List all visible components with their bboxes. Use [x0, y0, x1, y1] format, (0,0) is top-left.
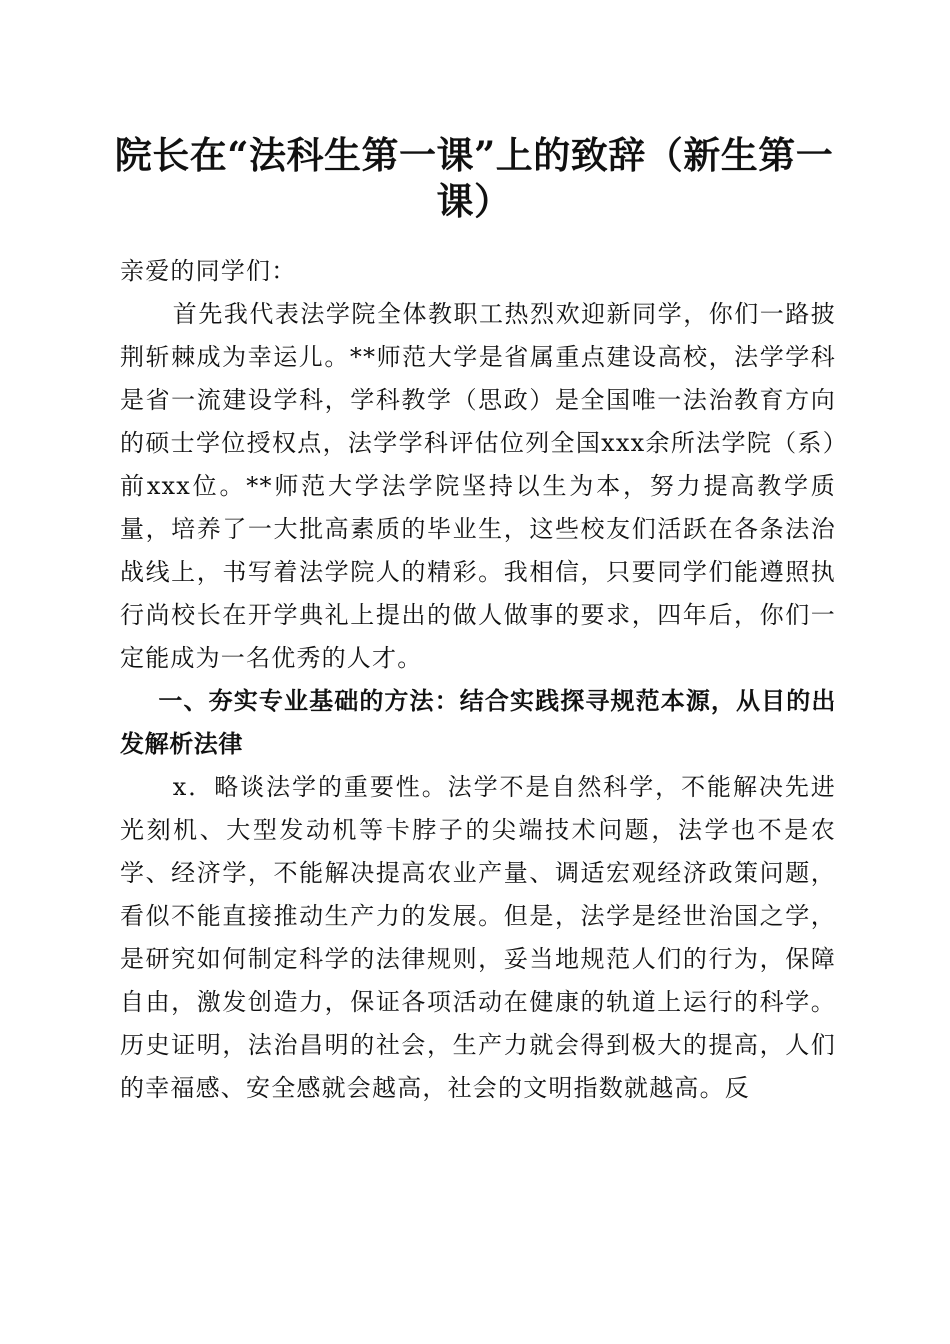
paragraph-importance-of-law: x．略谈法学的重要性。法学不是自然科学，不能解决先进光刻机、大型发动机等卡脖子的尖端技术问题，法学也不是农学、经济学，不能解决提高农业产量、调适宏观经济政策问题，看似不能直接推动生产力的发展。但是，法学是经世治国之学，是研究如何制定科学的法律规则，妥当地规范人们的行为，保障自由，激发创造力，保证各项活动在健康的轨道上运行的科学。历史证明，法治昌明的社会，生产力就会得到极大的提高，人们的幸福感、安全感就会越高，社会的文明指数就越高。反 — [120, 773, 836, 1102]
section-heading-1: 一、夯实专业基础的方法：结合实践探寻规范本源，从目的出发解析法律 — [120, 687, 836, 758]
greeting-line: 亲爱的同学们： — [120, 257, 297, 285]
paragraph-welcome: 首先我代表法学院全体教职工热烈欢迎新同学，你们一路披荆斩棘成为幸运儿。**师范大学是省属重点建设高校，法学学科是省一流建设学科，学科教学（思政）是全国唯一法治教育方向的硕士学位授权点，法学学科评估位列全国xxx余所法学院（系）前xxx位。**师范大学法学院坚持以生为本，努力提高教学质量，培养了一大批高素质的毕业生，这些校友们活跃在各条法治战线上，书写着法学院人的精彩。我相信，只要同学们能遵照执行尚校长在开学典礼上提出的做人做事的要求，四年后，你们一定能成为一名优秀的人才。 — [120, 300, 836, 672]
document-body — [120, 250, 836, 1110]
document-title: 院长在“法科生第一课”上的致辞（新生第一课） — [114, 133, 834, 223]
